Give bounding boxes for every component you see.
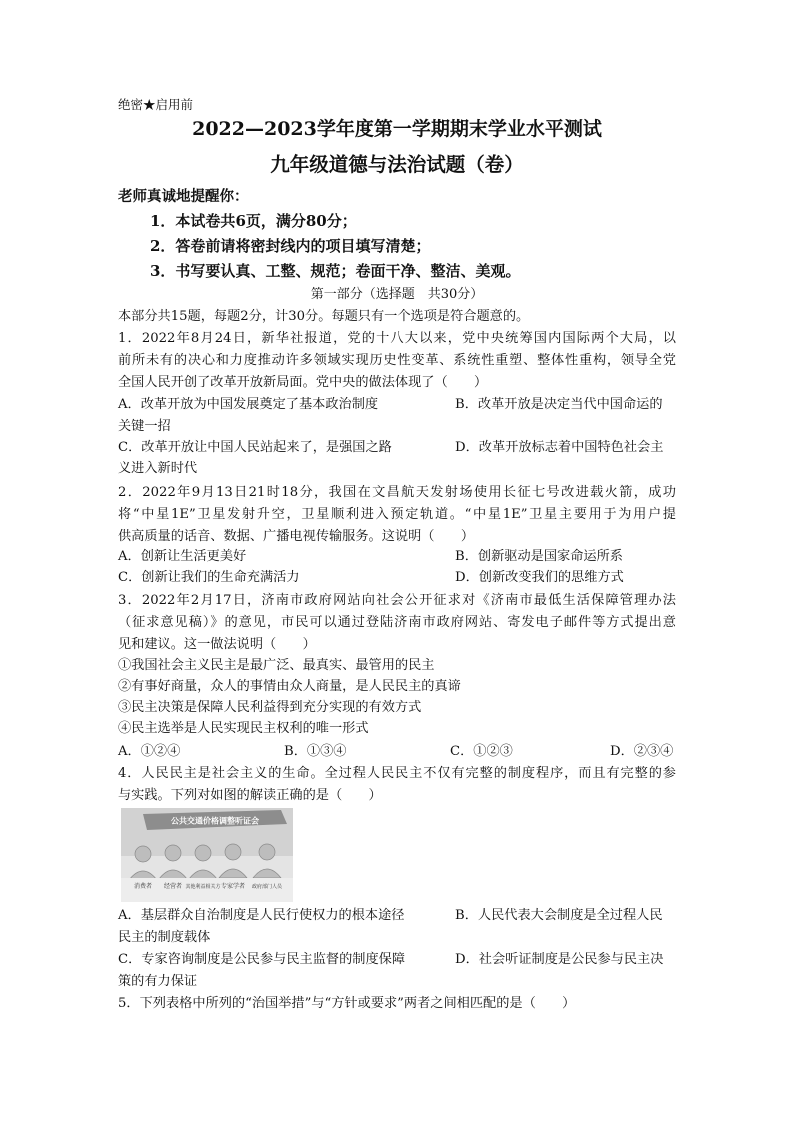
question-3-option-b: B．①③④ <box>284 744 347 759</box>
hearing-label-operator: 经营者 <box>163 883 183 890</box>
question-3-option-a: A．①②④ <box>118 744 181 759</box>
question-4-stem: 4．人民民主是社会主义的生命。全过程人民民主不仅有完整的制度程序，而且有完整的参 <box>118 766 676 781</box>
hearing-banner-text: 公共交通价格调整听证会 <box>171 816 259 826</box>
question-1-option-d-cont: 义进入新时代 <box>118 461 198 476</box>
reminder-rule: 1．本试卷共6页，满分80分； <box>150 212 357 230</box>
question-3-stem: 见和建议。这一做法说明（ ） <box>118 637 316 652</box>
question-3-stem: 3．2022年2月17日，济南市政府网站向社会公开征求对《济南市最低生活保障管理办法 <box>118 593 676 608</box>
question-1-option-b: B．改革开放是决定当代中国命运的 <box>455 397 663 412</box>
hearing-illustration <box>121 808 293 902</box>
question-1-option-c: C．改革开放让中国人民站起来了，是强国之路 <box>118 440 392 455</box>
hearing-label-stakeholder: 其他利益相关方 <box>185 884 221 890</box>
question-1-stem: 1．2022年8月24日，新华社报道，党的十八大以来，党中央统筹国内国际两个大局，以 <box>118 331 676 346</box>
question-2-stem: 将“中星1E”卫星发射升空，卫星顺利进入预定轨道。“中星1E”卫星主要用于为用户提 <box>118 507 676 522</box>
question-1-option-d: D．改革开放标志着中国特色社会主 <box>455 440 664 455</box>
question-3-item: ①我国社会主义民主是最广泛、最真实、最管用的民主 <box>118 658 435 673</box>
question-4-option-a: A．基层群众自治制度是人民行使权力的根本途径 <box>118 908 405 923</box>
hearing-label-government: 政府部门人员 <box>251 884 283 890</box>
question-3-item: ③民主决策是保障人民利益得到充分实现的有效方式 <box>118 700 422 715</box>
question-3-item: ②有事好商量，众人的事情由众人商量，是人民民主的真谛 <box>118 679 461 694</box>
question-3-option-c: C．①②③ <box>450 744 513 759</box>
question-1-stem: 前所未有的决心和力度推动许多领域实现历史性变革、系统性重塑、整体性重构，领导全党 <box>118 353 676 368</box>
reminder-rule: 3．书写要认真、工整、规范；卷面干净、整洁、美观。 <box>150 262 521 280</box>
question-1-option-a: A．改革开放为中国发展奠定了基本政治制度 <box>118 397 379 412</box>
question-3-stem: （征求意见稿）》的意见，市民可以通过登陆济南市政府网站、寄发电子邮件等方式提出意 <box>118 615 676 630</box>
question-4-option-d-cont: 策的有力保证 <box>118 974 198 989</box>
exam-subtitle: 九年级道德与法治试题（卷） <box>270 153 524 176</box>
question-2-stem: 供高质量的话音、数据、广播电视传输服务。这说明（ ） <box>118 529 475 544</box>
question-4-option-b-cont: 民主的制度载体 <box>118 930 211 945</box>
question-4-option-c: C．专家咨询制度是公民参与民主监督的制度保障 <box>118 952 406 967</box>
question-2-option-a: A．创新让生活更美好 <box>118 549 247 564</box>
reminder-rule: 2．答卷前请将密封线内的项目填写清楚； <box>150 237 431 255</box>
question-1-option-b-cont: 关键一招 <box>118 419 171 434</box>
question-2-option-b: B．创新驱动是国家命运所系 <box>455 549 623 564</box>
question-4-option-b: B．人民代表大会制度是全过程人民 <box>455 908 663 923</box>
question-1-stem: 全国人民开创了改革开放新局面。党中央的做法体现了（ ） <box>118 375 488 390</box>
confidential-mark: 绝密★启用前 <box>118 97 194 112</box>
question-3-option-d: D．②③④ <box>610 744 674 759</box>
question-2-stem: 2．2022年9月13日21时18分，我国在文昌航天发射场使用长征七号改进载火箭，成功 <box>118 485 676 500</box>
question-5-stem: 5．下列表格中所列的“治国举措”与“方针或要求”两者之间相匹配的是（ ） <box>118 996 576 1011</box>
reminder-heading: 老师真诚地提醒你： <box>118 188 249 205</box>
part-intro: 本部分共15题，每题2分，计30分。每题只有一个选项是符合题意的。 <box>118 309 530 324</box>
question-2-option-d: D．创新改变我们的思维方式 <box>455 570 624 585</box>
question-2-option-c: C．创新让我们的生命充满活力 <box>118 570 300 585</box>
hearing-label-expert: 专家学者 <box>220 883 246 890</box>
question-4-stem: 与实践。下列对如图的解读正确的是（ ） <box>118 788 382 803</box>
hearing-label-consumer: 消费者 <box>133 883 153 890</box>
part-title: 第一部分（选择题 共30分） <box>310 287 484 302</box>
question-3-item: ④民主选举是人民实现民主权利的唯一形式 <box>118 721 369 736</box>
question-4-option-d: D．社会听证制度是公民参与民主决 <box>455 952 664 967</box>
exam-title: 2022—2023学年度第一学期期末学业水平测试 <box>192 118 602 140</box>
